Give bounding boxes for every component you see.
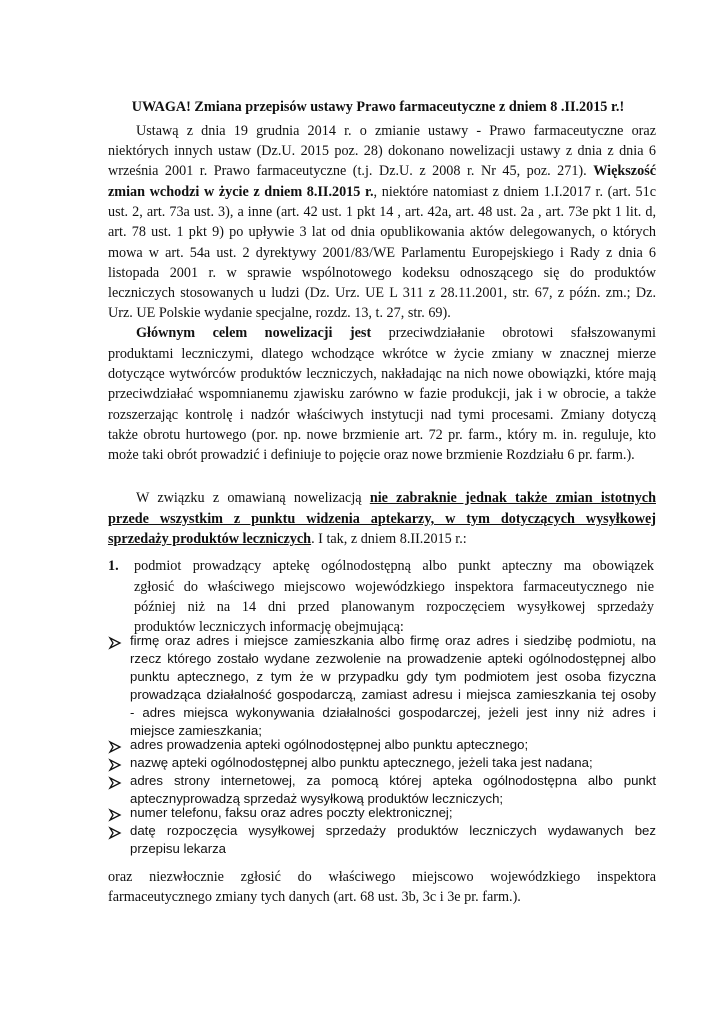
- para1-line-4-text: , niektóre natomiast z dniem 1.I.2017 r. (art. 51c: [373, 184, 657, 200]
- para3-underlined-lead: nie zabraknie jednak także zmian istotnych: [369, 490, 656, 506]
- bullet1-line-5: - adres miejsca wykonywania działalności gospodarczej, jeżeli jest inny niż adres i: [130, 705, 656, 720]
- bullet4-line-2: aptecznyprowadzą sprzedaż wysyłkową produktów leczniczych;: [130, 791, 504, 806]
- para1-line-7: mowa w art. 54a ust. 2 dyrektywy 2001/83/WE Parlamentu Europejskiego i Rady z dnia 6: [108, 245, 656, 261]
- para2-line-1: [136, 323, 656, 343]
- document-title: UWAGA! Zmiana przepisów ustawy Prawo farmaceutyczne z dniem 8 .II.2015 r.!: [131, 99, 625, 115]
- closing-line-2: farmaceutycznego zmiany tych danych (art. 68 ust. 3b, 3c i 3e pr. farm.).: [108, 889, 521, 905]
- bullet1-line-2: rzecz którego zostało wydane zezwolenie na prowadzenie apteki ogólnodostępnej albo: [130, 651, 656, 666]
- para1-line-5: ust. 2, art. 73a ust. 3), a inne (art. 42 ust. 1 pkt 14 , art. 42a, art. 48 ust. 2a , art. 73e pkt 1 lit. d,: [108, 204, 656, 220]
- para3-line-1-text: W związku z omawianą nowelizacją: [136, 490, 362, 506]
- para1-line-3: [108, 161, 656, 181]
- para3-line-3: [108, 529, 656, 549]
- para1-bold-word: Większość: [593, 163, 657, 179]
- item1-line-1: podmiot prowadzący aptekę ogólnodostępną albo punkt apteczny ma obowiązek: [134, 558, 654, 574]
- bullet5-line: numer telefonu, faksu oraz adres poczty elektronicznej;: [130, 805, 453, 820]
- bullet6-line-1: datę rozpoczęcia wysyłkowej sprzedaży produktów leczniczych wydawanych bez: [130, 823, 656, 838]
- bullet1-line-4: prowadząca działalność gospodarczą, zamiast adresu i miejsca zamieszkania tej osoby: [130, 687, 656, 702]
- para2-bold-lead: Głównym celem nowelizacji jest: [136, 325, 372, 341]
- para3-underlined-tail: sprzedaży produktów leczniczych: [108, 531, 312, 547]
- para2-line-3: dotyczące wytwórców produktów leczniczych, nakładając na nich nowe obowiązki, które mają: [108, 366, 656, 382]
- bullet1-line-1: firmę oraz adres i miejsce zamieszkania albo firmę oraz adres i siedzibę podmiotu, na: [130, 633, 656, 648]
- arrow-bullet-icon: [108, 740, 124, 758]
- para3-line-1: [136, 488, 656, 508]
- para1-line-6: art. 78 ust. 1 pkt 9) po upływie 3 lat od dnia opublikowania aktów delegowanych, o których: [108, 224, 656, 240]
- para2-line-1-text: przeciwdziałanie obrotowi sfałszowanymi: [388, 325, 657, 341]
- closing-line-1: oraz niezwłocznie zgłosić do właściwego miejscowo wojewódzkiego inspektora: [108, 869, 656, 885]
- para1-line-4: [108, 182, 656, 202]
- para1-line-3-text: września 2001 r. Prawo farmaceutyczne (t.j. Dz.U. z 2008 r. Nr 45, poz. 271).: [108, 163, 587, 179]
- item1-line-2: zgłosić do właściwego miejscowo wojewódzkiego inspektora farmaceutycznego nie: [134, 579, 654, 595]
- para1-line-10: Urz. UE Polskie wydanie specjalne, rozdz. 13, t. 27, str. 69).: [108, 305, 451, 321]
- para3-underlined-line: przede wszystkim z punktu widzenia aptekarzy, w tym dotyczących wysyłkowej: [108, 511, 656, 527]
- arrow-bullet-icon: [108, 758, 124, 776]
- arrow-bullet-icon: [108, 808, 124, 826]
- bullet4-line-1: adres strony internetowej, za pomocą której apteka ogólnodostępna albo punkt: [130, 773, 656, 788]
- bullet1-line-6: miejsce zamieszkania;: [130, 723, 262, 738]
- para2-line-2: produktami leczniczymi, dlatego wchodzące wkrótce w życie zmiany w znacznej mierze: [108, 346, 656, 362]
- bullet1-line-3: punktu aptecznego, z tym że w przypadku gdy tym podmiotem jest osoba fizyczna: [130, 669, 656, 684]
- para1-line-2: niektórych innych ustaw (Dz.U. 2015 poz. 28) dokonano nowelizacji ustawy z dnia z dnia 6: [108, 143, 656, 159]
- bullet6-line-2: przepisu lekarza: [130, 841, 227, 856]
- para2-line-4: przeciwdziałać wspomnianemu zjawisku zarówno w fazie produkcji, jak i w obrocie, a także: [108, 386, 656, 402]
- para3-line-3-text: . I tak, z dniem 8.II.2015 r.:: [311, 531, 467, 547]
- arrow-bullet-icon: [108, 776, 124, 794]
- para2-line-6: także obrotu hurtowego (por. np. nowe brzmienie art. 72 pr. farm., który m. in. reguluje, kto: [108, 427, 656, 443]
- para1-line-8: listopada 2001 r. w sprawie wspólnotowego kodeksu odnoszącego się do produktów: [108, 265, 656, 281]
- para2-line-7: może taki obrót prowadzić i definiuje to pojęcie oraz nowe brzmienie Rozdziału 6 pr. farm.).: [108, 447, 635, 463]
- item1-line-4: produktów leczniczych informację obejmującą:: [134, 619, 404, 635]
- para2-line-5: rozszerzając kontrolę i nadzór właściwych instytucji nad tymi procesami. Zmiany dotyczą: [108, 407, 656, 423]
- arrow-bullet-icon: [108, 636, 124, 654]
- arrow-bullet-icon: [108, 826, 124, 844]
- item-number: 1.: [108, 558, 119, 574]
- item1-line-3: później niż na 14 dni przed planowanym rozpoczęciem wysyłkowej sprzedaży: [134, 599, 654, 615]
- bullet3-line: nazwę apteki ogólnodostępnej albo punktu aptecznego, jeżeli taka jest nadana;: [130, 755, 593, 770]
- para1-bold-phrase: zmian wchodzi w życie z dniem 8.II.2015 r.: [108, 184, 374, 200]
- bullet2-line: adres prowadzenia apteki ogólnodostępnej albo punktu aptecznego;: [130, 737, 529, 752]
- para1-line-1: Ustawą z dnia 19 grudnia 2014 r. o zmianie ustawy - Prawo farmaceutyczne oraz: [136, 123, 656, 139]
- para1-line-9: leczniczych stosowanych u ludzi (Dz. Urz. UE L 311 z 28.11.2001, str. 67, z późn. zm.; Dz.: [108, 285, 656, 301]
- para3-line-2: [108, 509, 656, 529]
